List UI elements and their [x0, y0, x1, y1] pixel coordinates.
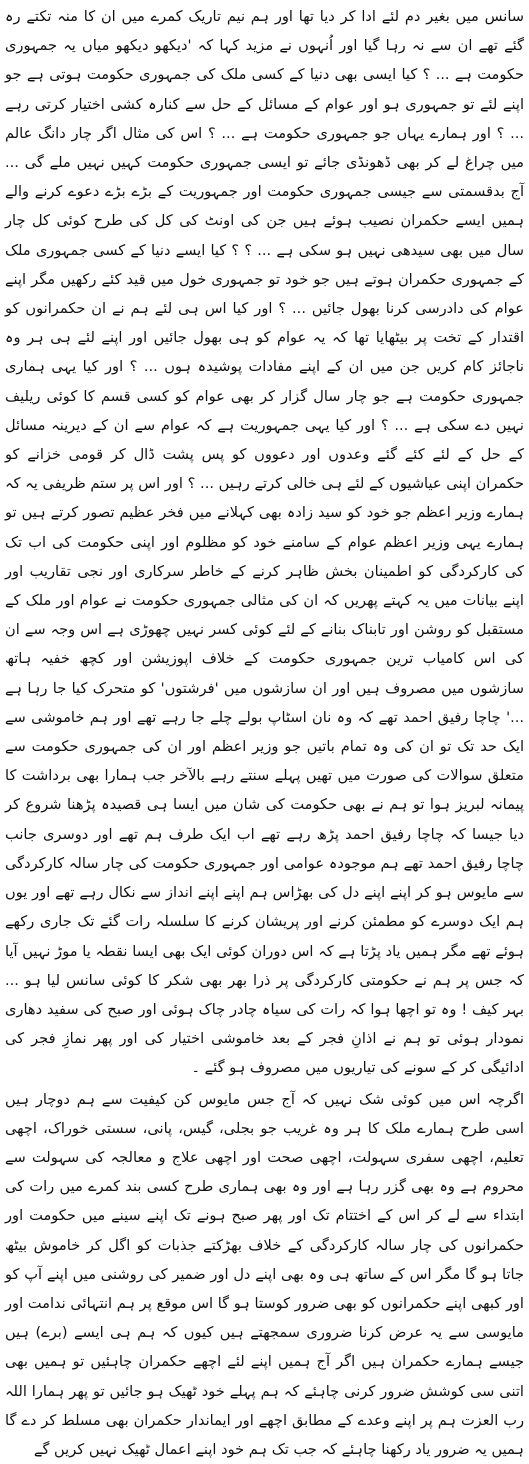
article-paragraph-2: اگرچہ اس میں کوئی شک نہیں کہ آج جس مایوس کن کیفیت سے ہم دوچار ہیں اسی طرح ہمارے ملک کا ہر وہ غریب جو بجلی، گیس، پانی، سستی خوراک، اچھی تعلیم، اچھی سفری سہولت، اچھی صحت اور اچھی علاج و معالجہ کی سہولت سے محروم ہے وہ بھی گزر رہا ہے اور وہ بھی ہماری طرح کسی بند کمرے میں رات کی ابتداء سے لے کر اس کے اختتام تک اور پھر صبح ہونے تک اپنے سینے میں حکومت اور حکمرانوں کی چار سالہ کارکردگی کے خلاف بھڑکتے جذبات کو اگل کر خاموش بیٹھ جاتا ہو گا مگر اس کے ساتھ ہی وہ بھی اپنے دل اور ضمیر کی روشنی میں اپنے آپ کو اور کبھی اپنے حکمرانوں کو بھی ضرور کوستا ہو گا اس موقع پر ہم انتہائی ندامت اور مایوسی سے یہ عرض کرنا ضروری سمجھتے ہیں کیوں کہ ہم ہی ایسے (برے) ہیں جیسے ہمارے حکمران ہیں اگر آج ہمیں اپنے لئے اچھے حکمران چاہئیں تو ہمیں بھی اتنی سی کوشش ضرور کرنی چاہئے کہ ہم پہلے خود ٹھیک ہو جائیں تو پھر ہمارا اللہ رب العزت ہم پر اپنے وعدے کے مطابق اچھے اور ایماندار حکمران بھی مسلط کر دے گا ہمیں یہ ضرور یاد رکھنا چاہئے کہ جب تک ہم خود اپنے اعمال ٹھیک نہیں کریں گے	[5, 1090, 524, 1458]
article-paragraph-1: سانس میں بغیر دم لئے ادا کر دیا تھا اور ہم نیم تاریک کمرے میں ان کا منہ تکتے رہ گئے تھے ان سے نہ رہا گیا اور اُنہوں نے مزید کہا کہ 'دیکھو دیکھو میاں یہ جمہوری حکومت ہے ... ؟ کیا ایسی بھی دنیا کے کسی ملک کی جمہوری حکومت ہوتی ہے جو اپنے لئے تو جمہوری ہو اور عوام کے مسائل کے حل سے کنارہ کشی اختیار کرتی رہے ... ؟ اور ہمارے یہاں جو جمہوری حکومت ہے ... ؟ اس کی مثال اگر چار دانگ عالم میں چراغ لے کر بھی ڈھونڈی جائے تو ایسی جمہوری حکومت کہیں نہیں ملے گی ... آج بدقسمتی سے جیسی جمہوری حکومت اور جمہوریت کے بڑے بڑے دعوے کرنے والے ہمیں ایسے حکمران نصیب ہوئے ہیں جن کی اونٹ کی کل کی طرح کوئی کل چار سال میں بھی سیدھی نہیں ہو سکی ہے ... ؟ ؟ کیا ایسے دنیا کے کسی جمہوری ملک کے جمہوری حکمران ہوتے ہیں جو خود تو جمہوری خول میں قید کئے رکھیں مگر اپنے عوام کی دادرسی کرنا بھول جائیں ... ؟ اور کیا اس ہی لئے ہم نے ان حکمرانوں کو اقتدار کے تخت پر بیٹھایا تھا کہ یہ عوام کو ہی بھول جائیں اور اپنے لئے ہی ہر وہ ناجائز کام کریں جن میں ان کے اپنے مفادات پوشیدہ ہوں ... ؟ اور کیا یہی ہماری جمہوری حکومت ہے جو چار سال گزار کر بھی عوام کو کسی قسم کا کوئی ریلیف نہیں دے سکی ہے ... ؟ اور کیا یہی جمہوریت ہے کہ عوام سے ان کے دیرینہ مسائل کے حل کے لئے کئے گئے وعدوں اور دعووں کو پس پشت ڈال کر قومی خزانے کو حکمران اپنی عیاشیوں کے لئے ہی خالی کرتے رہیں ... ؟ اور اس پر ستم ظریفی یہ کہ ہمارے وزیر اعظم جو خود کو سید زادہ بھی کہلانے میں فخر عظیم تصور کرتے ہیں تو ہمارے یہی وزیر اعظم عوام کے سامنے خود کو مظلوم اور اپنی حکومت کی اب تک کی کارکردگی کو اطمینان بخش ظاہر کرنے کے خاطر سرکاری اور نجی تقاریب اور اپنے بیانات میں یہ کہتے پھریں کہ ان کی مثالی جمہوری حکومت نے عوام اور ملک کے مستقبل کو روشن اور تابناک بنانے کے لئے کوئی کسر نہیں چھوڑی ہے اس وجہ سے ان کی اس کامیاب ترین جمہوری حکومت کے خلاف اپوزیشن اور کچھ خفیہ ہاتھ سازشوں میں مصروف ہیں اور ان سازشوں میں 'فرشتوں' کو متحرک کیا جا رہا ہے ...' چاچا رفیق احمد تھے کہ وہ نان اسٹاپ بولے چلے جا رہے تھے اور ہم خاموشی سے ایک حد تک تو ان کی وہ تمام باتیں جو وزیر اعظم اور ان کی جمہوری حکومت سے متعلق سوالات کی صورت میں تھیں پہلے سنتے رہے بالآخر جب ہمارا بھی برداشت کا پیمانہ لبریز ہوا تو ہم نے بھی حکومت کی شان میں ایسا ہی قصیدہ پڑھنا شروع کر دیا جیسا کہ چاچا رفیق احمد پڑھ رہے تھے اب ایک طرف ہم تھے اور دوسری جانب چاچا رفیق احمد تھے ہم موجودہ عوامی اور جمہوری حکومت کی چار سالہ کارکردگی سے مایوس ہو کر اپنے اپنے دل کی بھڑاس ہم اپنے اپنے انداز سے نکال رہے تھے اور یوں ہم ایک دوسرے کو مطمئن کرنے اور پریشان کرنے کا سلسلہ رات گئے تک جاری رکھے ہوئے تھے مگر ہمیں یاد پڑتا ہے کہ اس دوران کوئی ایک بھی ایسا نقطہ یا موڑ نہیں آیا کہ جس پر ہم نے حکومتی کارکردگی پر ذرا بھر بھی شکر کا کوئی سانس لیا ہو ... بہر کیف ! وہ تو اچھا ہوا کہ رات کی سیاہ چادر چاک ہوئی اور صبح کی سفید دھاری نمودار ہوئی تو ہم نے اذانِ فجر کے بعد خاموشی اختیار کی اور پھر نمازِ فجر کی ادائیگی کر کے سونے کی تیاریوں میں مصروف ہو گئے ۔	[5, 8, 524, 1077]
